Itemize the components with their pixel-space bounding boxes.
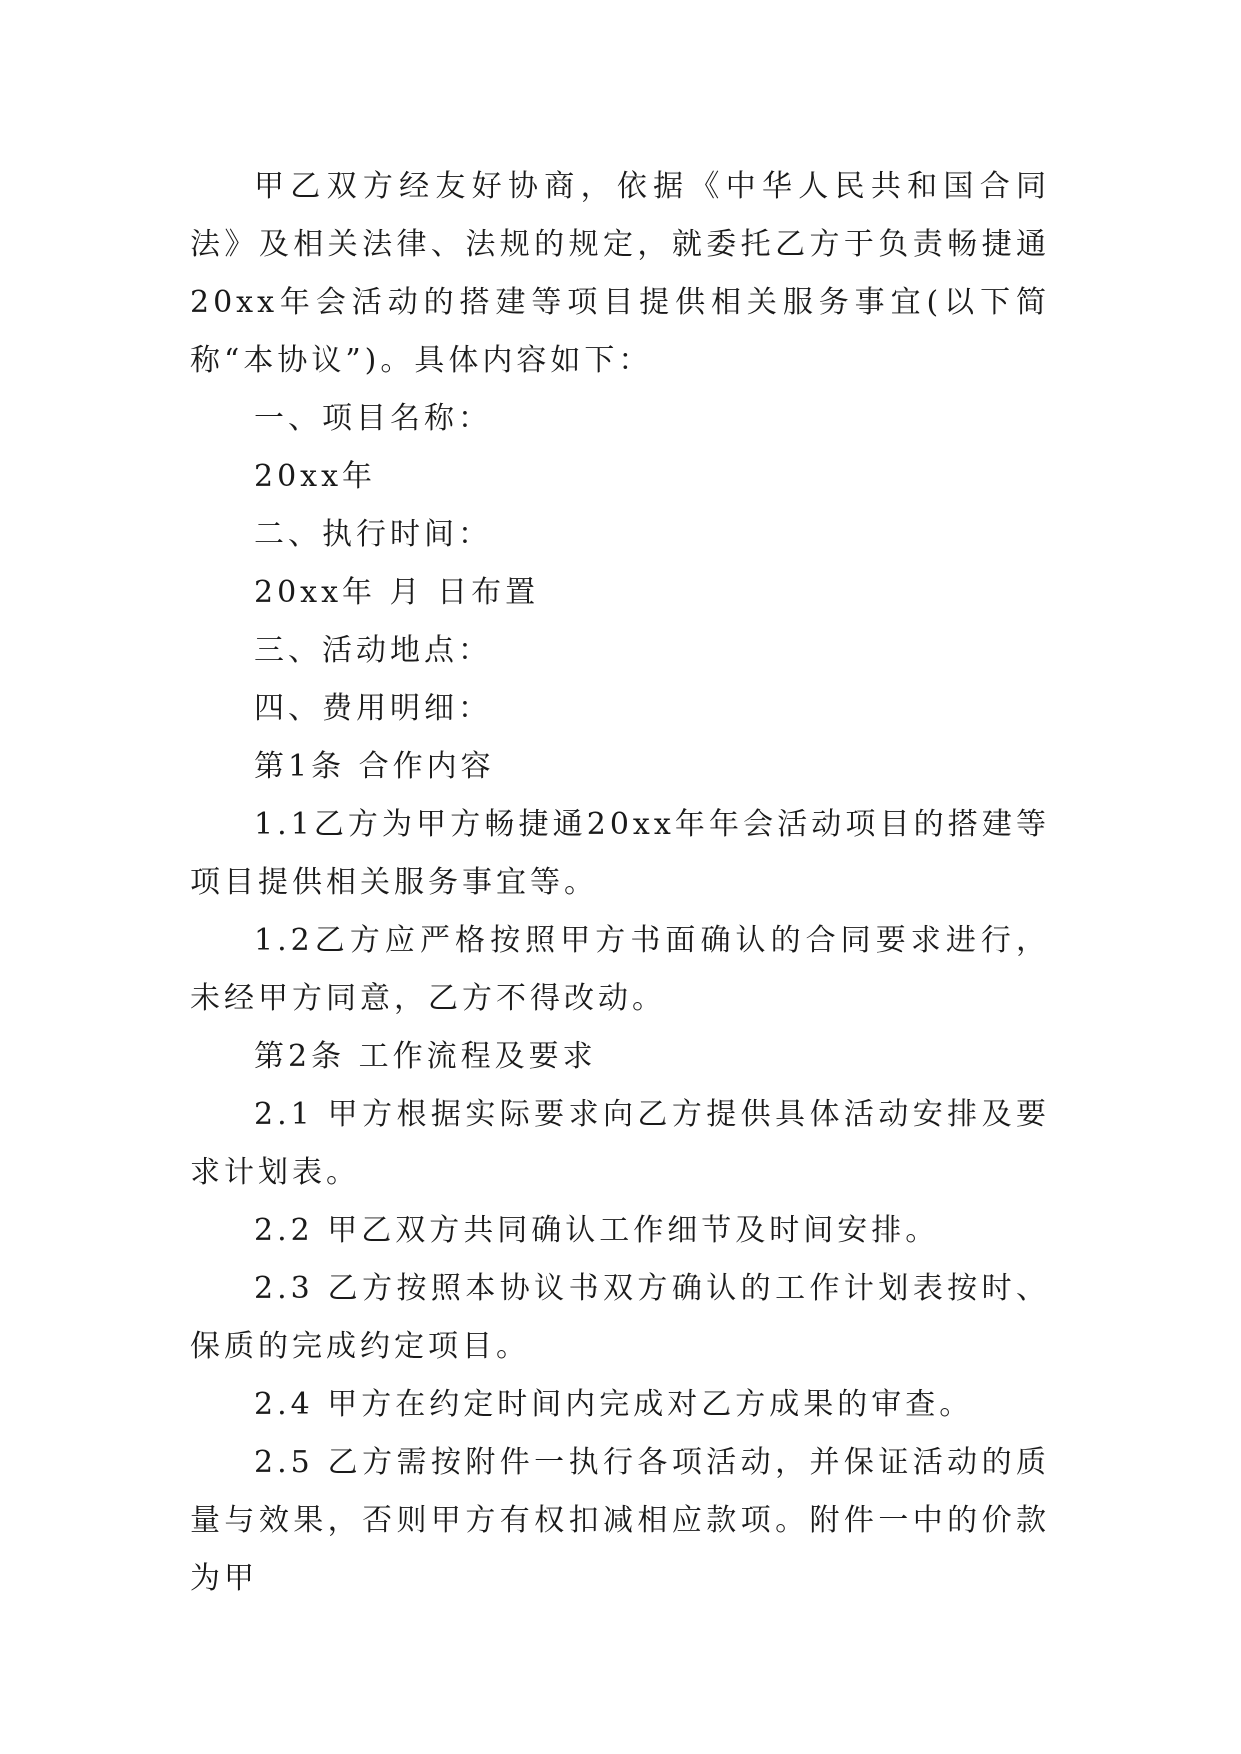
clause-1-2: 1.2乙方应严格按照甲方书面确认的合同要求进行，未经甲方同意，乙方不得改动。 [190,923,1050,1016]
clause-2-5: 2.5 乙方需按附件一执行各项活动，并保证活动的质量与效果，否则甲方有权扣减相应款项。附件一中的价款为甲 [190,1445,1050,1596]
document-body [190,158,1050,1608]
execution-time-value: 20xx年 月 日布置 [254,575,540,610]
article-1-heading: 第1条 合作内容 [254,749,495,784]
intro-paragraph: 甲乙双方经友好协商，依据《中华人民共和国合同法》及相关法律、法规的规定，就委托乙方于负责畅捷通20xx年会活动的搭建等项目提供相关服务事宜(以下简称“本协议”)。具体内容如下： [190,169,1050,378]
article-2-heading: 第2条 工作流程及要求 [254,1039,597,1074]
clause-2-1: 2.1 甲方根据实际要求向乙方提供具体活动安排及要求计划表。 [190,1097,1050,1190]
project-name-value: 20xx年 [254,459,377,494]
section-heading-execution-time: 二、执行时间： [254,517,492,552]
clause-2-3: 2.3 乙方按照本协议书双方确认的工作计划表按时、保质的完成约定项目。 [190,1271,1050,1364]
section-heading-project-name: 一、项目名称： [254,401,492,436]
section-heading-cost-details: 四、费用明细： [254,691,492,726]
clause-2-4: 2.4 甲方在约定时间内完成对乙方成果的审查。 [254,1387,974,1422]
clause-2-2: 2.2 甲乙双方共同确认工作细节及时间安排。 [254,1213,940,1248]
clause-1-1: 1.1乙方为甲方畅捷通20xx年年会活动项目的搭建等项目提供相关服务事宜等。 [190,807,1050,900]
section-heading-location: 三、活动地点： [254,633,492,668]
